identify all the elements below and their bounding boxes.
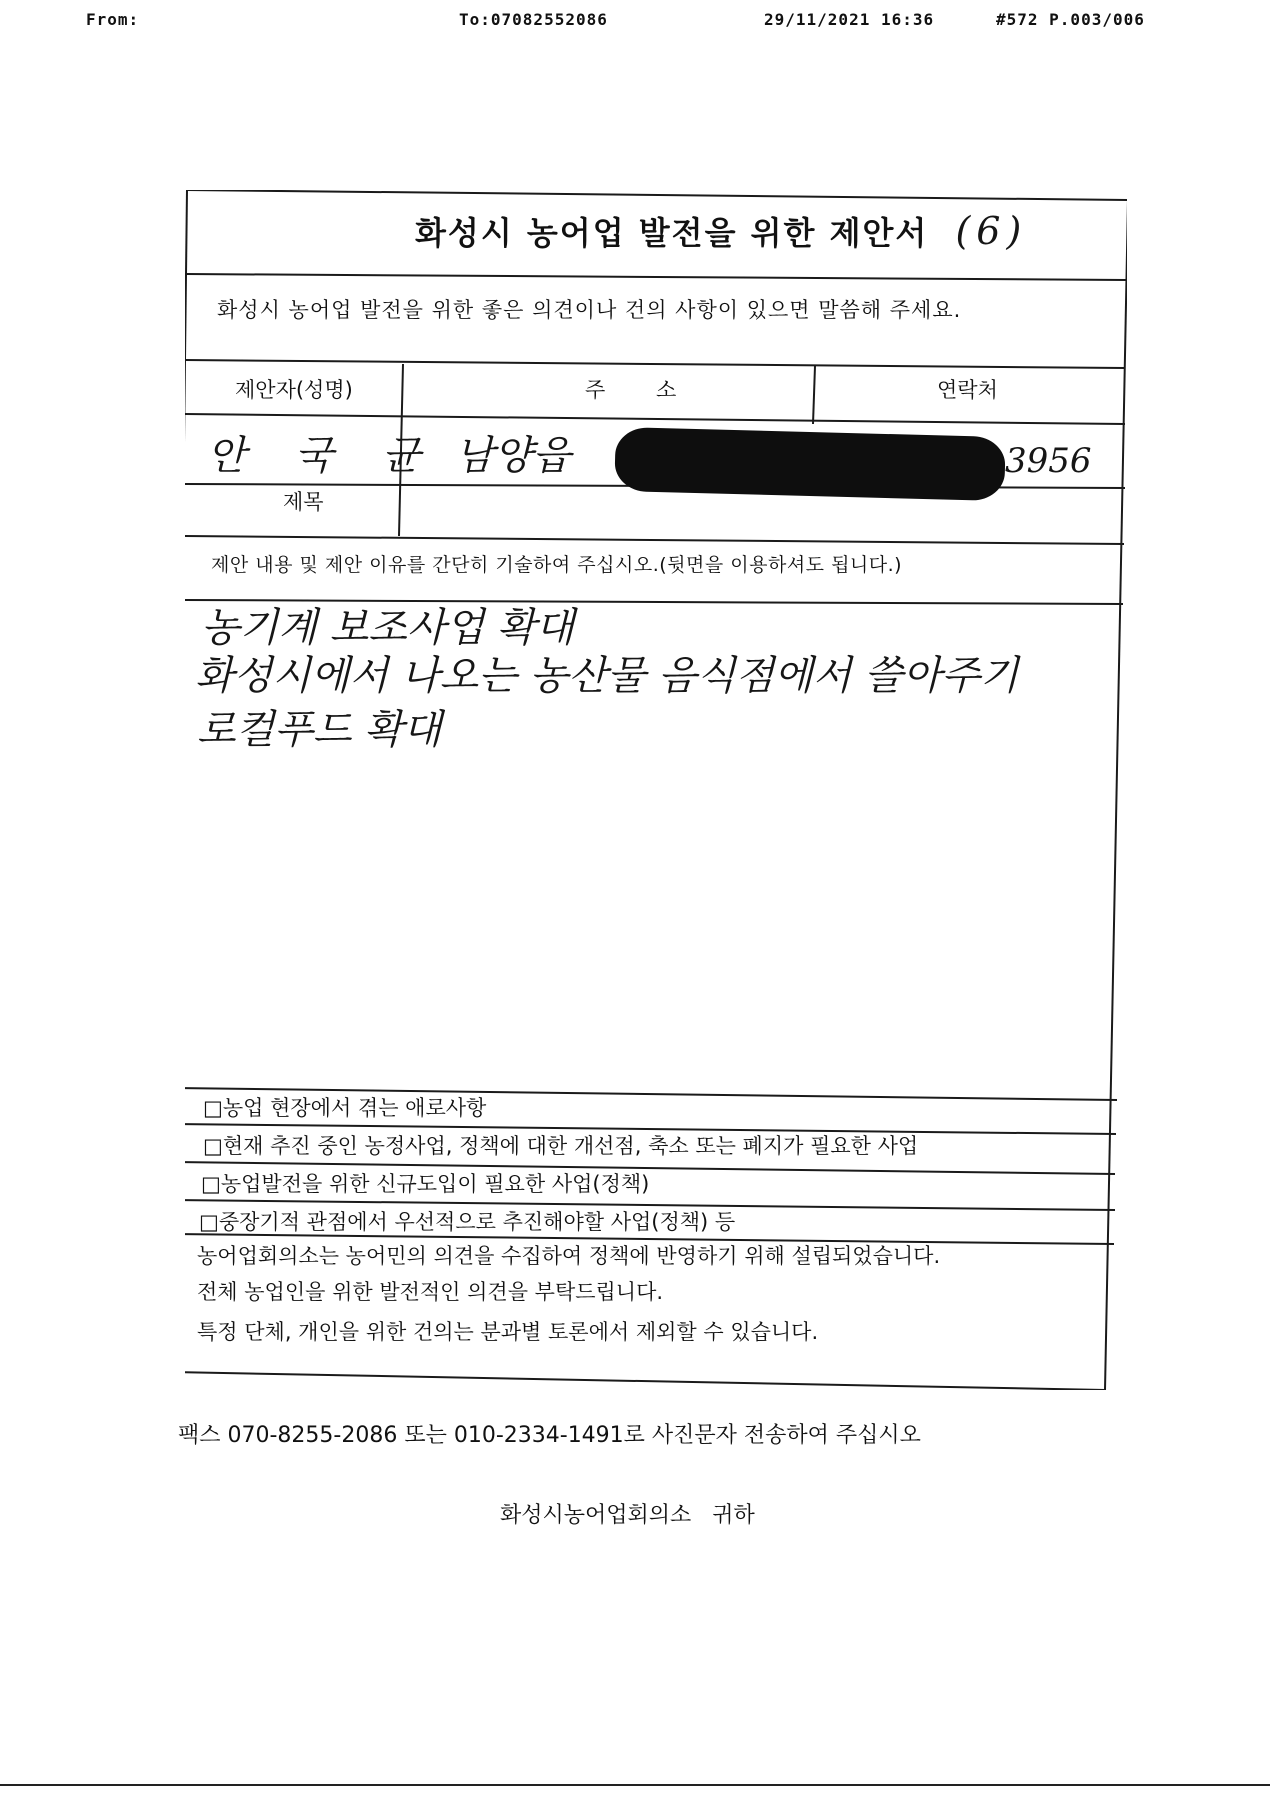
header-proposer: 제안자(성명) bbox=[235, 378, 353, 402]
option-new-project: □농업발전을 위한 신규도입이 필요한 사업(정책) bbox=[201, 1172, 650, 1196]
address-handwritten: 남양읍 bbox=[455, 433, 571, 479]
note-exclusion: 특정 단체, 개인을 위한 건의는 분과별 토론에서 제외할 수 있습니다. bbox=[197, 1320, 819, 1344]
fax-from: From: bbox=[86, 10, 140, 29]
form-number-handwritten: (6) bbox=[955, 209, 1028, 253]
form-title bbox=[415, 209, 1028, 253]
proposal-form bbox=[185, 190, 1127, 1390]
fax-to-number: To:07082552086 bbox=[459, 10, 608, 29]
content-instruction: 제안 내용 및 제안 이유를 간단히 기술하여 주십시오.(뒷면을 이용하셔도 됩니다.) bbox=[211, 554, 903, 576]
fax-page-number: #572 P.003/006 bbox=[996, 10, 1145, 29]
subject-label: 제목 bbox=[283, 490, 324, 514]
fax-datetime: 29/11/2021 16:36 bbox=[764, 10, 935, 29]
proposer-name-handwritten: 안 국 균 bbox=[207, 433, 439, 479]
fax-instruction: 팩스 070-8255-2086 또는 010-2334-1491로 사진문자 전송하여 주십시오 bbox=[178, 1423, 921, 1448]
contact-handwritten: 3956 bbox=[1005, 441, 1092, 481]
fax-header bbox=[0, 10, 1270, 34]
header-contact: 연락처 bbox=[937, 378, 998, 402]
header-address: 주 소 bbox=[585, 378, 699, 402]
note-request: 전체 농업인을 위한 발전적인 의견을 부탁드립니다. bbox=[197, 1280, 664, 1304]
option-field-difficulties: □농업 현장에서 겪는 애로사항 bbox=[203, 1096, 487, 1120]
content-line-3: 로컬푸드 확대 bbox=[197, 707, 442, 753]
bottom-rule bbox=[0, 1784, 1270, 1786]
redaction-mark bbox=[614, 427, 1006, 501]
content-line-1: 농기계 보조사업 확대 bbox=[201, 605, 575, 651]
content-line-2: 화성시에서 나오는 농산물 음식점에서 쓸아주기 bbox=[195, 653, 1019, 699]
form-instruction: 화성시 농어업 발전을 위한 좋은 의견이나 건의 사항이 있으면 말씀해 주세요. bbox=[217, 298, 962, 322]
note-purpose: 농어업회의소는 농어민의 의견을 수집하여 정책에 반영하기 위해 설립되었습니다. bbox=[197, 1244, 941, 1268]
form-title-text: 화성시 농어업 발전을 위한 제안서 bbox=[415, 214, 929, 252]
recipient: 화성시농어업회의소 귀하 bbox=[500, 1503, 755, 1528]
option-long-term-priority: □중장기적 관점에서 우선적으로 추진해야할 사업(정책) 등 bbox=[199, 1210, 736, 1234]
option-policy-improvement: □현재 추진 중인 농정사업, 정책에 대한 개선점, 축소 또는 폐지가 필요한 사업 bbox=[203, 1134, 919, 1158]
